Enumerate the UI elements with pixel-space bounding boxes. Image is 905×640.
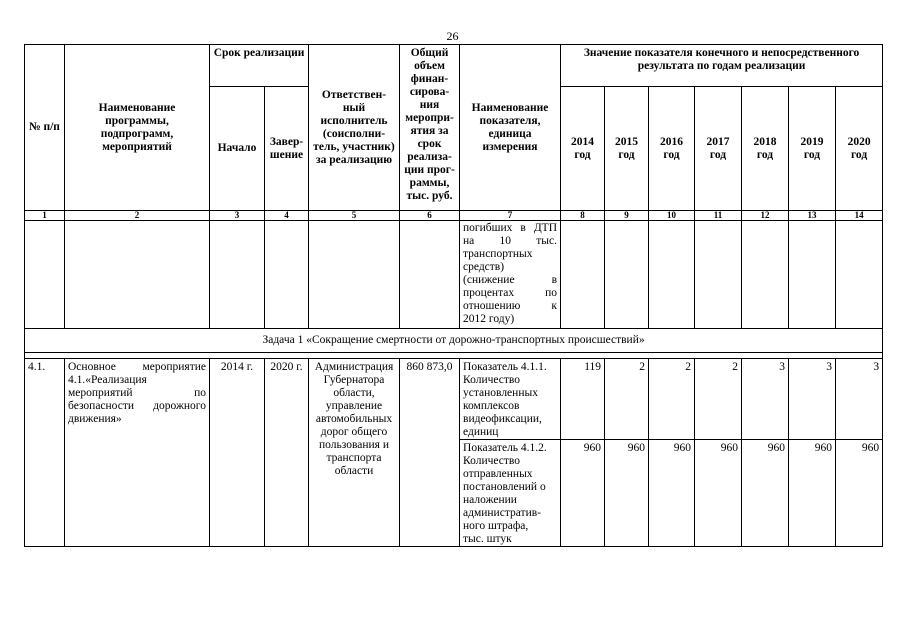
header-year: 2014 год — [561, 87, 605, 211]
header-name: Наименование программы, подпрограмм, мероприятий — [65, 45, 210, 211]
header-year: 2015 год — [605, 87, 649, 211]
column-number: 1 — [25, 211, 65, 221]
column-number: 5 — [309, 211, 400, 221]
text-line: Администрация — [314, 361, 394, 373]
text-line: автомобильных — [315, 413, 393, 425]
header-year: 2017 год — [695, 87, 742, 211]
indicator-cell — [460, 359, 561, 440]
column-number: 4 — [265, 211, 309, 221]
header-start: Начало — [210, 87, 265, 211]
indicator-value: 960 — [649, 440, 695, 547]
header-indicator: Наименование показателя, единица измерения — [460, 45, 561, 211]
header-num: № п/п — [25, 45, 65, 211]
column-number: 8 — [561, 211, 605, 221]
text-line: пользования и — [319, 439, 389, 451]
text-line: отношению к — [463, 300, 558, 312]
item-row-indicator-1 — [25, 359, 883, 440]
indicator-value: 960 — [836, 440, 883, 547]
text-line: 4.1.«Реализация — [68, 374, 147, 386]
column-number-row — [25, 211, 883, 221]
text-line: наложении — [463, 494, 517, 506]
indicator-value: 3 — [789, 359, 836, 440]
item-responsible — [309, 359, 400, 547]
text-line: управление — [325, 400, 383, 412]
header-row-1 — [25, 45, 883, 87]
text-line: на 10 тыс. — [463, 235, 558, 247]
header-year: 2016 год — [649, 87, 695, 211]
text-line: погибших в ДТП — [463, 222, 558, 234]
indicator-value: 960 — [789, 440, 836, 547]
column-number: 13 — [789, 211, 836, 221]
text-line: Количество — [463, 455, 521, 467]
column-number: 14 — [836, 211, 883, 221]
item-volume: 860 873,0 — [400, 359, 460, 547]
text-line: отправленных — [463, 468, 533, 480]
page-number: 26 — [446, 29, 459, 43]
text-line: Основное мероприятие — [68, 361, 206, 373]
text-line: транспорта — [326, 452, 382, 464]
header-term: Срок реализации — [210, 45, 309, 87]
header-end: Завер- шение — [265, 87, 309, 211]
item-start: 2014 г. — [210, 359, 265, 547]
column-number: 9 — [605, 211, 649, 221]
indicator-value: 960 — [742, 440, 789, 547]
text-line: административ- — [463, 507, 541, 519]
text-line: Показатель 4.1.1. — [463, 361, 547, 373]
item-end: 2020 г. — [265, 359, 309, 547]
text-line: области — [334, 465, 374, 477]
text-line: комплексов — [463, 400, 520, 412]
header-year: 2019 год — [789, 87, 836, 211]
text-line: процентах по — [463, 287, 558, 299]
text-line: (снижение в — [463, 274, 558, 286]
text-line: единиц — [463, 426, 499, 438]
continuation-row — [25, 221, 883, 329]
indicator-value: 119 — [561, 359, 605, 440]
indicator-value: 2 — [649, 359, 695, 440]
text-line: ного штрафа, — [463, 520, 529, 532]
column-number: 12 — [742, 211, 789, 221]
text-line: 2012 году) — [463, 313, 515, 325]
text-line: Губернатора — [323, 374, 385, 386]
item-name — [65, 359, 210, 547]
text-line: транспортных — [463, 248, 533, 260]
column-number: 6 — [400, 211, 460, 221]
header-responsible: Ответствен- ный исполнитель (соисполни- тель, участник) за реализацию — [309, 45, 400, 211]
header-year: 2020 год — [836, 87, 883, 211]
text-line: средств) — [463, 261, 505, 273]
text-line: мероприятий по — [68, 387, 206, 399]
header-volume: Общий объем финан- сирова- ния меропри- ятия за срок реализа- ции прог- раммы, тыс. руб. — [400, 45, 460, 211]
column-number: 7 — [460, 211, 561, 221]
program-table — [24, 44, 883, 547]
item-number: 4.1. — [25, 359, 65, 547]
column-number: 3 — [210, 211, 265, 221]
indicator-value: 960 — [695, 440, 742, 547]
column-number: 10 — [649, 211, 695, 221]
indicator-value: 960 — [605, 440, 649, 547]
indicator-value: 2 — [605, 359, 649, 440]
text-line: дорог общего — [320, 426, 388, 438]
header-year: 2018 год — [742, 87, 789, 211]
indicator-value: 3 — [742, 359, 789, 440]
continuation-indicator — [460, 221, 561, 329]
text-line: тыс. штук — [463, 533, 512, 545]
column-number: 11 — [695, 211, 742, 221]
task-row — [25, 329, 883, 353]
indicator-value: 960 — [561, 440, 605, 547]
column-number: 2 — [65, 211, 210, 221]
header-values-group: Значение показателя конечного и непосредственного результата по годам реализации — [561, 45, 883, 87]
text-line: области, — [333, 387, 375, 399]
indicator-cell — [460, 440, 561, 547]
text-line: установленных — [463, 387, 538, 399]
text-line: Количество — [463, 374, 521, 386]
indicator-value: 2 — [695, 359, 742, 440]
task-title: Задача 1 «Сокращение смертности от дорожно-транспортных происшествий» — [25, 329, 883, 353]
text-line: видеофиксации, — [463, 413, 542, 425]
text-line: Показатель 4.1.2. — [463, 442, 547, 454]
text-line: постановлений о — [463, 481, 546, 493]
text-line: безопасности дорожного — [68, 400, 206, 412]
text-line: движения» — [68, 413, 122, 425]
indicator-value: 3 — [836, 359, 883, 440]
